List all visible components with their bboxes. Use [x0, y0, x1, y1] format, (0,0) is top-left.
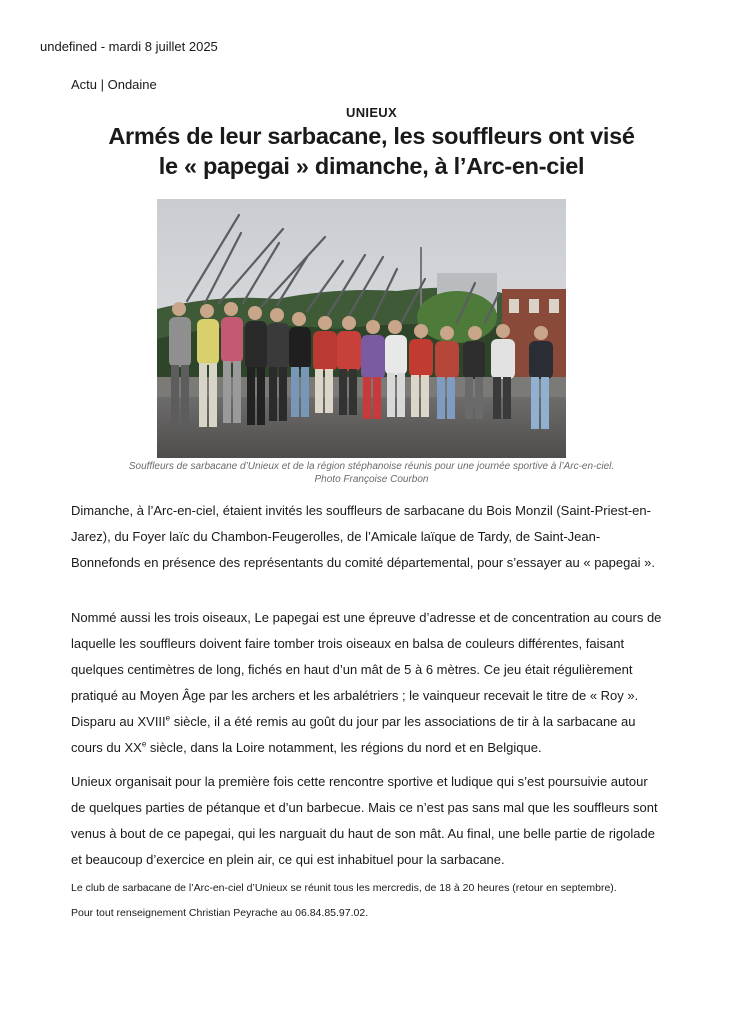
section-breadcrumb: Actu | Ondaine — [71, 77, 157, 92]
photo-caption — [60, 460, 683, 486]
article-title — [40, 121, 703, 181]
paragraph-2-part2: siècle, il a été remis au goût du jour par les associations de tir à la sarbacane au cours du XX — [71, 714, 636, 755]
paragraph-1: Dimanche, à l’Arc-en-ciel, étaient invités les souffleurs de sarbacane du Bois Monzil (Saint-Priest-en-Jarez), du Foyer laïc du Chambon-Feugerolles, de l’Amicale laïque de Tardy, de Saint-Jean-Bonnefonds en présence des représentants du comité départemental, pour s’essayer au « papegai ». — [71, 503, 655, 570]
paragraph-2 — [71, 605, 663, 761]
caption-text: Souffleurs de sarbacane d’Unieux et de la région stéphanoise réunis pour une journée sportive à l’Arc-en-ciel. — [128, 461, 615, 472]
contact-note: Pour tout renseignement Christian Peyrache au 06.84.85.97.02. — [71, 907, 369, 919]
article-title-line2: le « papegai » dimanche, à l’Arc-en-ciel — [158, 153, 585, 179]
paragraph-2-part3: siècle, dans la Loire notamment, les régions du nord et en Belgique. — [146, 740, 542, 755]
article-title-line1: Armés de leur sarbacane, les souffleurs ont visé — [108, 123, 635, 149]
superscript-e: e — [141, 739, 147, 749]
article-photo — [157, 199, 566, 458]
club-info-note: Le club de sarbacane de l’Arc-en-ciel d’Unieux se réunit tous les mercredis, de 18 à 20 heures (retour en septembre). — [71, 882, 617, 894]
superscript-e: e — [165, 713, 171, 723]
dateline: undefined - mardi 8 juillet 2025 — [40, 39, 218, 54]
photo-illustration — [157, 199, 566, 458]
photo-credit: Photo Françoise Courbon — [314, 474, 429, 485]
article-kicker: UNIEUX — [346, 105, 397, 120]
paragraph-2-part1: Nommé aussi les trois oiseaux, Le papegai est une épreuve d’adresse et de concentration au cours de laquelle les souffleurs doivent faire tomber trois oiseaux en balsa de couleurs différentes, faisant quelques centimètres de long, fichés en haut d’un mât de 5 à 6 mètres. Ce jeu était régulièrement pratiqué au Moyen Âge par les archers et les arbalétriers ; le vainqueur recevait le titre de « Roy ». Disparu au XVIII — [71, 610, 662, 729]
paragraph-3: Unieux organisait pour la première fois cette rencontre sportive et ludique qui s’est poursuivie autour de quelques parties de pétanque et d’un barbecue. Mais ce n’est pas sans mal que les souffleurs sont venus à bout de ce papegai, qui les narguait du haut de son mât. Au final, une belle partie de rigolade et beaucoup d’exercice en plein air, ce qui est inhabituel pour la sarbacane. — [71, 774, 658, 867]
